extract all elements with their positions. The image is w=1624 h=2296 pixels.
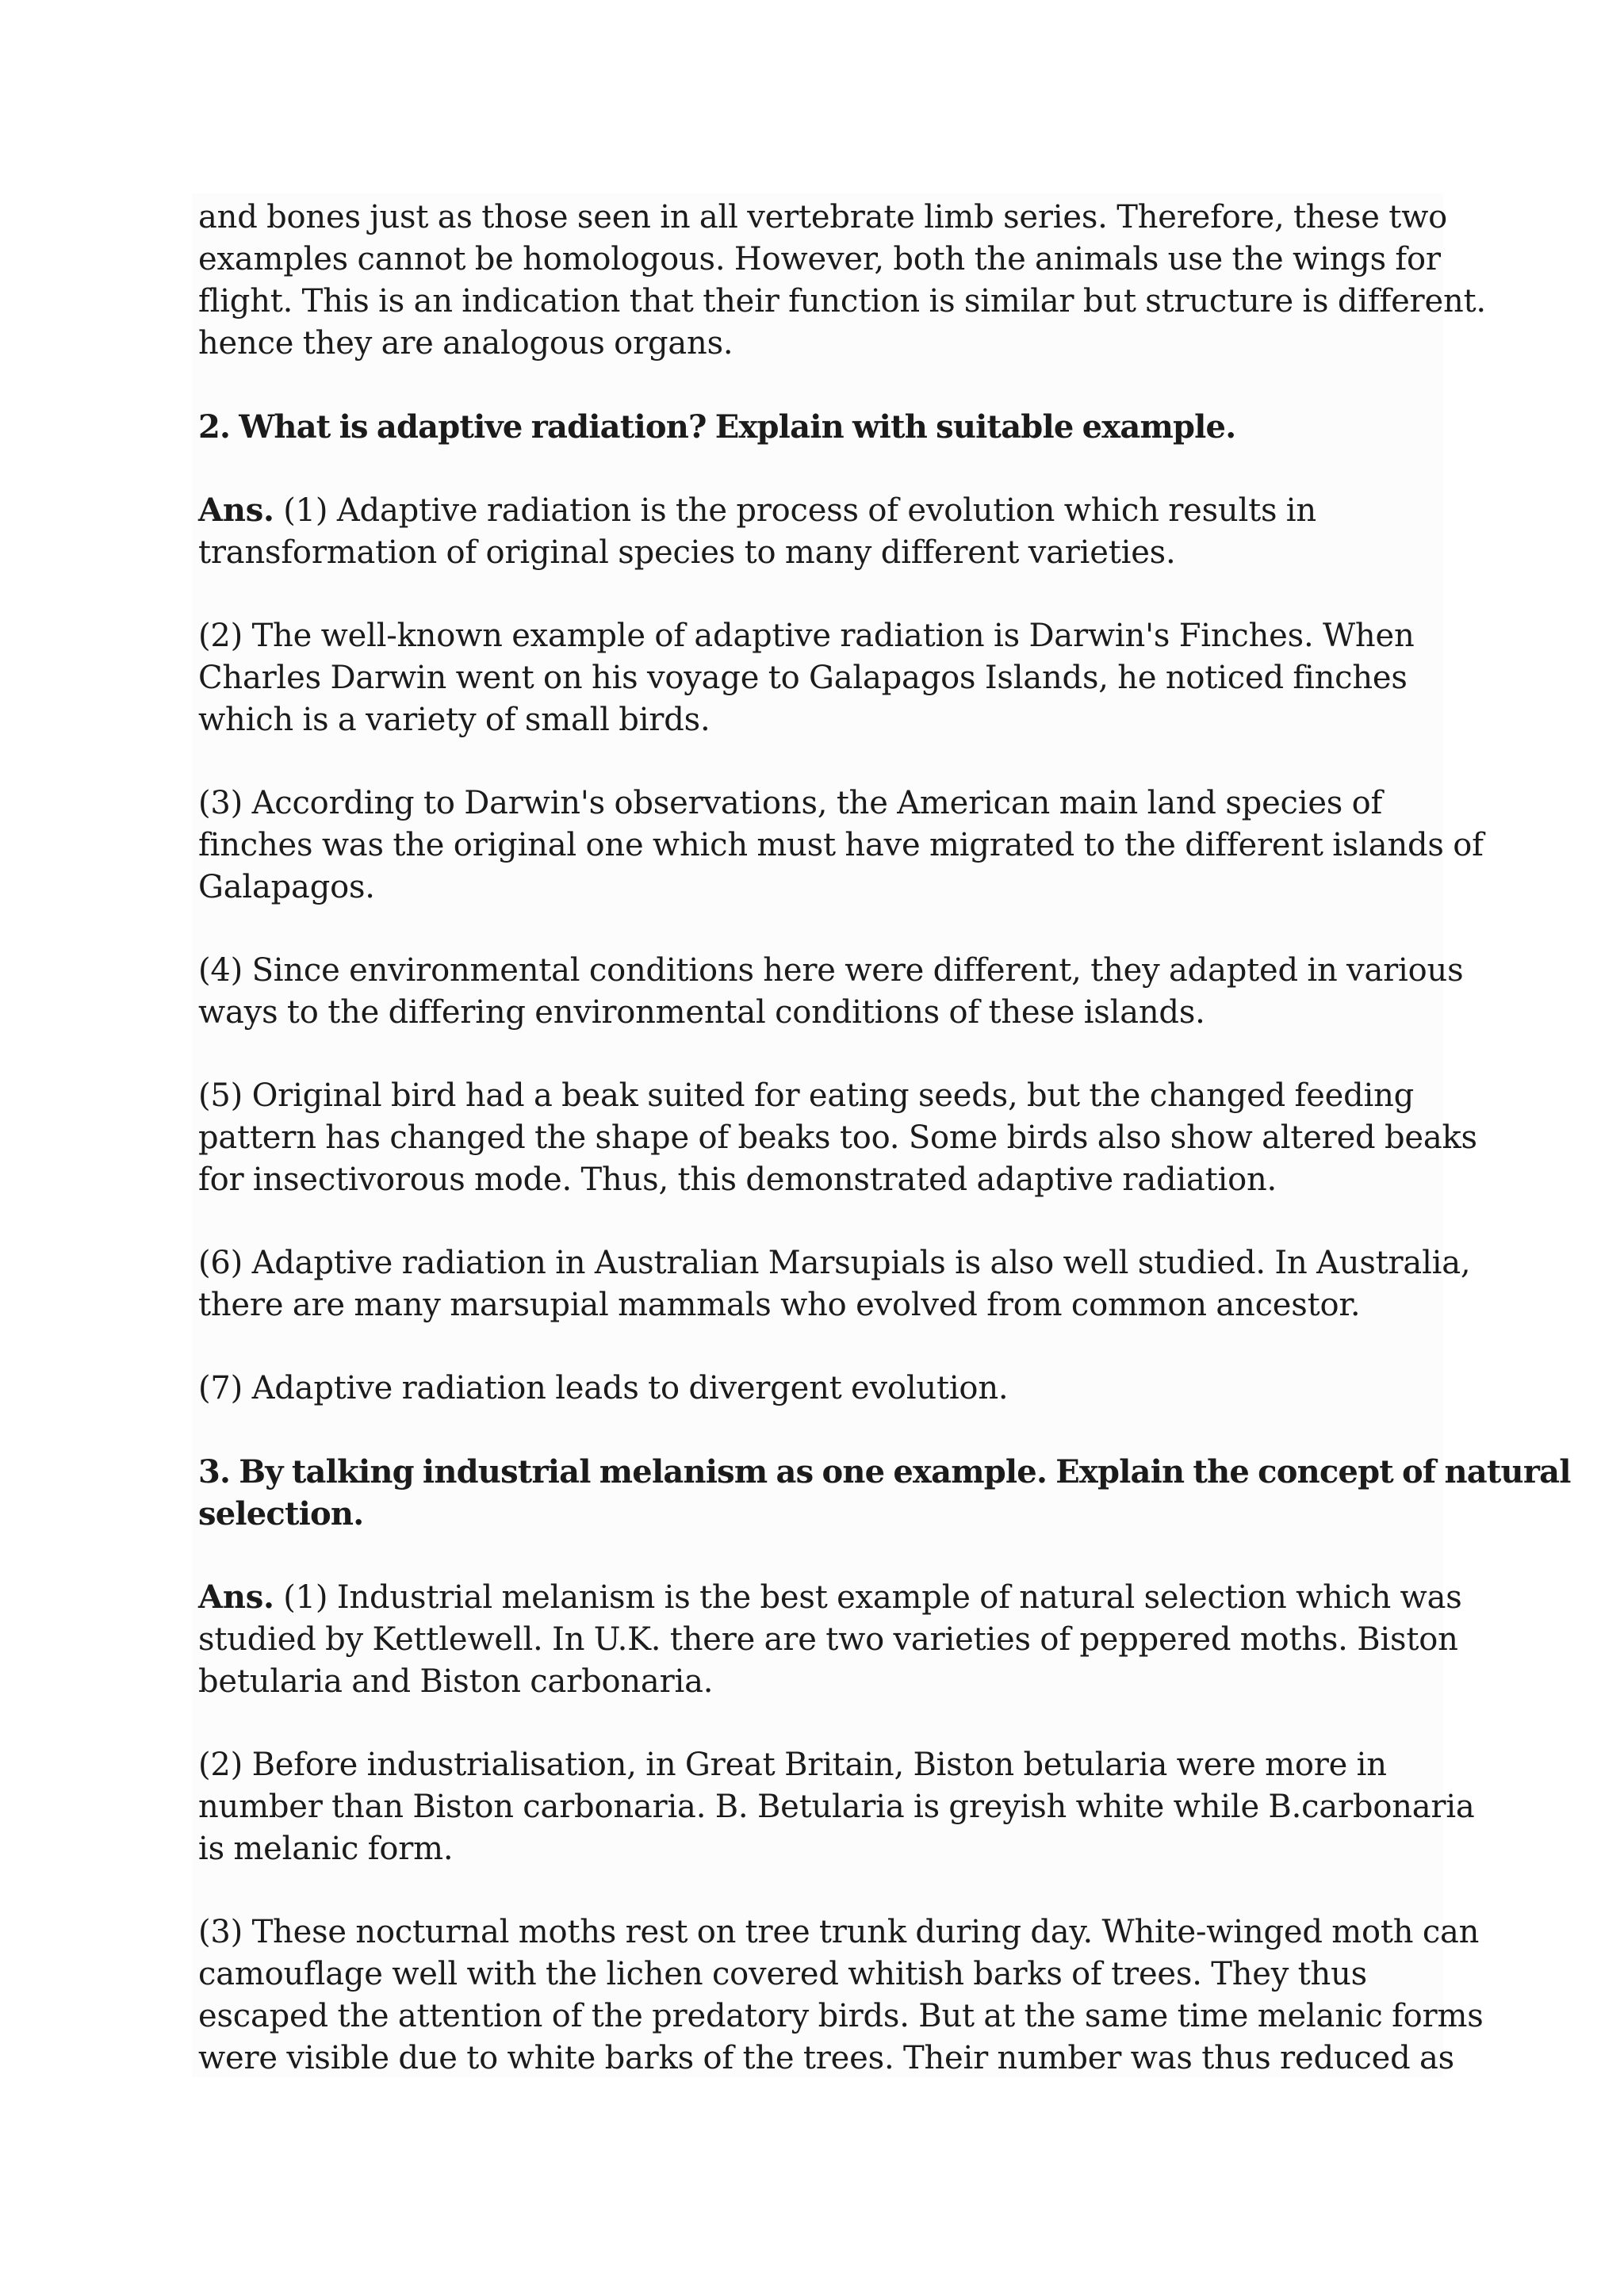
text-line: betularia and Biston carbonaria. bbox=[198, 1663, 714, 1700]
q3-answer-paragraph-1 bbox=[198, 1576, 1462, 1703]
text-line: (5) Original bird had a beak suited for eating seeds, but the changed feeding bbox=[198, 1077, 1415, 1114]
text-line: (4) Since environmental conditions here were different, they adapted in various bbox=[198, 952, 1464, 989]
q2-answer-paragraph-1 bbox=[198, 489, 1443, 574]
q3-answer-paragraph-2 bbox=[198, 1744, 1475, 1870]
text-line: finches was the original one which must have migrated to the different islands of bbox=[198, 827, 1484, 863]
text-line: transformation of original species to many different varieties. bbox=[198, 534, 1176, 571]
question-3-heading bbox=[198, 1451, 1571, 1535]
text-line: (7) Adaptive radiation leads to divergent evolution. bbox=[198, 1370, 1009, 1406]
text-line: camouflage well with the lichen covered whitish barks of trees. They thus bbox=[198, 1956, 1368, 1992]
text-line: were visible due to white barks of the trees. Their number was thus reduced as bbox=[198, 2040, 1454, 2076]
text-line: is melanic form. bbox=[198, 1831, 454, 1867]
answer-label: Ans. bbox=[198, 1578, 274, 1616]
text-line: ways to the differing environmental conditions of these islands. bbox=[198, 994, 1205, 1031]
question-text: 2. What is adaptive radiation? Explain with suitable example. bbox=[198, 408, 1236, 446]
q2-answer-paragraph-2 bbox=[198, 615, 1443, 741]
question-text: selection. bbox=[198, 1495, 364, 1533]
text-line: hence they are analogous organs. bbox=[198, 325, 733, 362]
text-line: Charles Darwin went on his voyage to Galapagos Islands, he noticed finches bbox=[198, 660, 1408, 696]
text-line: (6) Adaptive radiation in Australian Marsupials is also well studied. In Australia, bbox=[198, 1245, 1471, 1281]
text-line: examples cannot be homologous. However, both the animals use the wings for bbox=[198, 241, 1441, 277]
intro-paragraph bbox=[198, 197, 1486, 365]
text-line: there are many marsupial mammals who evolved from common ancestor. bbox=[198, 1287, 1361, 1323]
q2-answer-paragraph-6 bbox=[198, 1242, 1471, 1326]
text-line: (2) The well-known example of adaptive radiation is Darwin's Finches. When bbox=[198, 618, 1415, 654]
text-line: number than Biston carbonaria. B. Betularia is greyish white while B.carbonaria bbox=[198, 1789, 1475, 1825]
text-line: and bones just as those seen in all vertebrate limb series. Therefore, these two bbox=[198, 199, 1448, 235]
text-line bbox=[198, 489, 1443, 532]
document-content bbox=[198, 197, 1571, 2121]
text-line: escaped the attention of the predatory birds. But at the same time melanic forms bbox=[198, 1998, 1484, 2034]
q2-answer-paragraph-5 bbox=[198, 1075, 1477, 1201]
q3-answer-paragraph-3 bbox=[198, 1911, 1484, 2080]
answer-label: Ans. bbox=[198, 492, 274, 529]
text-line: (3) These nocturnal moths rest on tree trunk during day. White-winged moth can bbox=[198, 1914, 1480, 1950]
text-line: pattern has changed the shape of beaks too. Some birds also show altered beaks bbox=[198, 1119, 1477, 1156]
text-line: for insectivorous mode. Thus, this demonstrated adaptive radiation. bbox=[198, 1161, 1277, 1198]
text-line: flight. This is an indication that their function is similar but structure is different. bbox=[198, 283, 1486, 320]
answer-first-line: (1) Industrial melanism is the best example of natural selection which was bbox=[274, 1579, 1462, 1616]
text-line: which is a variety of small birds. bbox=[198, 702, 710, 738]
text-line: (3) According to Darwin's observations, the American main land species of bbox=[198, 785, 1383, 821]
text-line: Galapagos. bbox=[198, 869, 375, 905]
q2-answer-paragraph-4 bbox=[198, 950, 1464, 1034]
answer-first-line: (1) Adaptive radiation is the process of evolution which results in bbox=[274, 492, 1316, 529]
question-text: 3. By talking industrial melanism as one example. Explain the concept of natural bbox=[198, 1453, 1571, 1490]
question-2-heading bbox=[198, 406, 1443, 448]
q2-answer-paragraph-3 bbox=[198, 783, 1484, 909]
text-line: (2) Before industrialisation, in Great Britain, Biston betularia were more in bbox=[198, 1747, 1387, 1783]
text-line: studied by Kettlewell. In U.K. there are two varieties of peppered moths. Biston bbox=[198, 1621, 1458, 1658]
q2-answer-paragraph-7 bbox=[198, 1368, 1443, 1410]
text-line bbox=[198, 1576, 1462, 1619]
